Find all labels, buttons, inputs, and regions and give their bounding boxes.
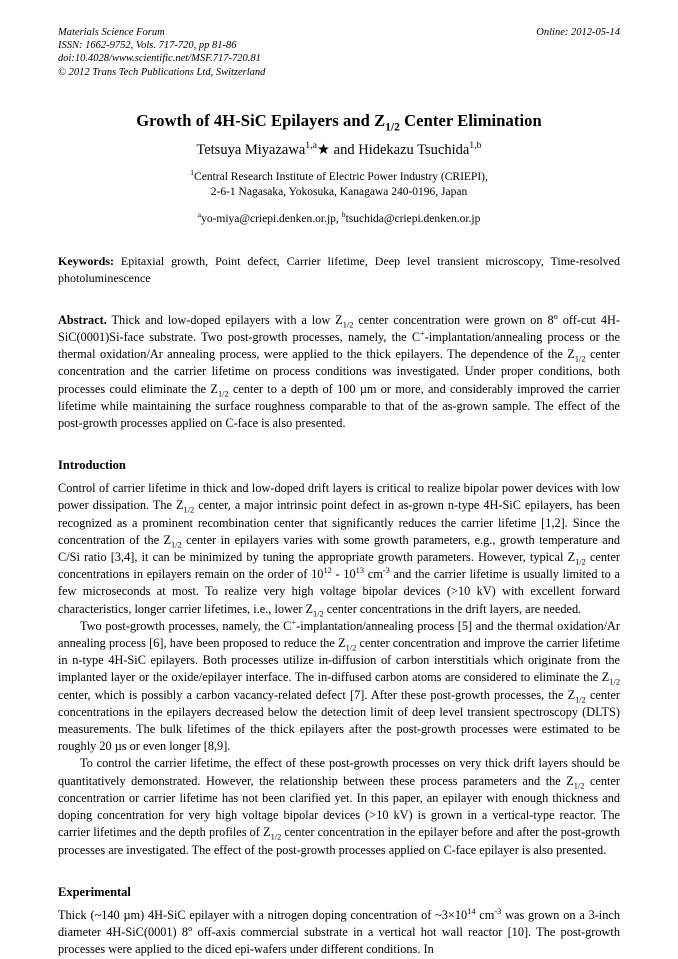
- exp-p1-b: cm: [475, 907, 495, 922]
- intro-paragraph-3: [58, 755, 620, 858]
- intro-p2-sub-2: 1/2: [609, 677, 620, 687]
- abstract-t5: center concentration and the carrier lifetime on process conditions was investigated. Under proper conditions, both processes could eliminate the Z: [58, 347, 620, 396]
- affiliation: [58, 167, 620, 200]
- page-title: [58, 110, 620, 134]
- author-2-marks: 1,b: [469, 139, 482, 151]
- intro-p2-plus: +: [291, 617, 297, 627]
- abstract-t2: center concentration were grown on 8: [353, 312, 554, 327]
- issn-line: ISSN: 1662-9752, Vols. 717-720, pp 81-86: [58, 40, 237, 52]
- intro-p1-sub-4: 1/2: [313, 609, 324, 619]
- author-1-name: Tetsuya Miyazawa: [196, 141, 306, 158]
- abstract-plus-1: +: [420, 328, 425, 338]
- abstract-sub-1: 1/2: [342, 320, 354, 330]
- author-list: [58, 139, 620, 159]
- intro-p1-e: - 10: [331, 567, 356, 582]
- intro-p2-b: -implantation/annealing process [5] and the thermal oxidation/Ar annealing process [6], have been proposed to reduce the Z: [58, 618, 620, 651]
- title-subscript: 1/2: [385, 121, 400, 134]
- author-1-marks: 1,a: [305, 139, 318, 151]
- intro-p3-sub-1: 1/2: [573, 781, 585, 791]
- affiliation-mark: 1: [190, 167, 195, 177]
- intro-p1-f: cm: [364, 567, 383, 582]
- email-b-mark: b: [341, 209, 346, 219]
- intro-p3-a: To control the carrier lifetime, the effect of these post-growth processes on very thick drift layers should be quantitatively demonstrated. However, the relationship between these process parameters and the Z: [58, 756, 620, 788]
- author-emails: [58, 209, 620, 225]
- corresponding-star: ★: [317, 141, 331, 158]
- abstract-t6: center to a depth of 100 µm or more, and considerably improved the carrier lifetime while maintaining the surface roughness comparable to that of the as-grown sample. The effect of the post-growth processes applied on C-face is also presented.: [58, 381, 620, 431]
- email-a-mark: a: [197, 209, 202, 219]
- intro-p2-d: center, which is possibly a carbon vacancy-related defect [7]. After these post-growth processes, the Z: [58, 687, 576, 702]
- abstract-deg-1: o: [553, 311, 558, 321]
- affiliation-line-1: Central Research Institute of Electric Power Industry (CRIEPI),: [194, 170, 488, 183]
- abstract-block: [58, 312, 620, 432]
- online-date: Online: 2012-05-14: [536, 27, 620, 38]
- author-2-name: Hidekazu Tsuchida: [358, 141, 470, 158]
- intro-p2-sub-3: 1/2: [575, 695, 586, 705]
- keywords-block: [58, 253, 620, 288]
- keywords-label: Keywords:: [58, 253, 114, 268]
- section-heading-experimental: Experimental: [58, 884, 131, 899]
- intro-p1-sub-2: 1/2: [171, 540, 182, 550]
- page-header: [58, 26, 620, 79]
- keywords-text: Epitaxial growth, Point defect, Carrier lifetime, Deep level transient microscopy, Time-resolved photoluminescence: [58, 253, 620, 286]
- intro-p2-c: center concentration and improve the carrier lifetime in n-type 4H-SiC epilayers. Both processes utilize in-diffusion of carbon interstitials which originate from the implanted layer or the oxide/epilayer interface. The in-diffused carbon atoms are considered to eliminate the Z: [58, 636, 620, 685]
- abstract-label: Abstract.: [58, 312, 107, 327]
- title-part-2: Center Elimination: [399, 110, 542, 130]
- intro-p2-sub-1: 1/2: [345, 643, 357, 653]
- intro-p1-exp-12: 12: [323, 566, 332, 576]
- intro-p1-exp-13: 13: [355, 566, 365, 576]
- header-left-block: [58, 26, 451, 79]
- intro-paragraph-1: [58, 480, 620, 618]
- intro-p1-sub-1: 1/2: [183, 505, 195, 515]
- intro-p1-d: center concentrations in epilayers remain on the order of 10: [58, 550, 620, 582]
- exp-p1-c: was grown on a 3-inch diameter 4H-SiC(0001) 8: [58, 907, 620, 939]
- experimental-paragraph-1: [58, 907, 620, 959]
- intro-p1-exp-m3: -3: [382, 566, 390, 576]
- section-heading-introduction: Introduction: [58, 458, 126, 473]
- intro-p3-b: center concentration or carrier lifetime has not been clarified yet. In this paper, an epilayer with enough thickness and doping concentration for very high voltage bipolar devices (>10 kV) is grown in a vertical-type reactor. The carrier lifetimes and the depth profiles of Z: [58, 773, 620, 840]
- intro-p1-g: and the carrier lifetime is usually limited to a few microseconds at most. To realize very high voltage bipolar devices (>10 kV) with excellent forward characteristics, longer carrier lifetimes, i.e., lower Z: [58, 567, 620, 616]
- abstract-t4: -implantation/annealing process or the thermal oxidation/Ar annealing process, were applied to the thick epilayers. The dependence of the Z: [58, 330, 620, 362]
- title-part-1: Growth of 4H-SiC Epilayers and Z: [136, 110, 386, 130]
- abstract-t3: off-cut 4H-SiC(0001)Si-face substrate. Two post-growth processes, namely, the C: [58, 312, 621, 345]
- intro-p1-b: center, a major intrinsic point defect in as-grown n-type 4H-SiC epilayers, has been recognized as a prominent recombination center that significantly reduces the carrier lifetime [1,2]. Since the concentration of the Z: [58, 498, 620, 547]
- journal-name: Materials Science Forum: [58, 27, 165, 38]
- intro-paragraph-2: [58, 618, 620, 756]
- abstract-sub-3: 1/2: [217, 389, 229, 399]
- doi-line: doi:10.4028/www.scientific.net/MSF.717-720.81: [58, 53, 261, 65]
- exp-p1-a: Thick (~140 µm) 4H-SiC epilayer with a nitrogen doping concentration of ~3×10: [58, 907, 468, 922]
- exp-p1-d: off-axis commercial substrate in a vertical hot wall reactor [10]. The post-growth processes were applied to the diced epi-wafers under different conditions. In: [58, 924, 620, 957]
- intro-p1-h: center concentrations in the drift layers, are needed.: [323, 601, 582, 616]
- email-a[interactable]: yo-miya@criepi.denken.or.jp,: [201, 212, 342, 225]
- exp-p1-exp-14: 14: [467, 906, 476, 916]
- intro-p1-c: center in epilayers varies with some growth parameters, e.g., growth temperature and C/Si ratio [3,4], it can be minimized by tuning the appropriate growth parameters. However, typical Z: [58, 532, 621, 565]
- intro-p1-sub-3: 1/2: [575, 557, 586, 567]
- affiliation-line-2: 2-6-1 Nagasaka, Yokosuka, Kanagawa 240-0196, Japan: [210, 185, 468, 198]
- exp-p1-exp-m3: -3: [494, 906, 502, 916]
- authors-conjunction: and: [330, 141, 359, 158]
- copyright-line: © 2012 Trans Tech Publications Ltd, Switzerland: [58, 66, 266, 78]
- intro-p3-sub-2: 1/2: [270, 832, 282, 842]
- intro-p2-e: center concentrations in the epilayers decreased below the detection limit of deep level transient spectroscopy (DLTS) measurements. The bulk lifetimes of the thick epilayers after the post-growth processes were estimated to be roughly 20 µs or even longer [8,9].: [58, 687, 620, 754]
- intro-p3-c: center concentration in the epilayer before and after the post-growth processes are investigated. The effect of the post-growth processes applied on C-face epilayer is also presented.: [58, 825, 620, 857]
- exp-p1-deg: o: [188, 923, 193, 933]
- abstract-t1: Thick and low-doped epilayers with a low Z: [106, 312, 343, 327]
- abstract-sub-2: 1/2: [574, 354, 586, 364]
- intro-p2-a: Two post-growth processes, namely, the C: [80, 618, 292, 633]
- intro-p1-a: Control of carrier lifetime in thick and low-doped drift layers is critical to realize bipolar power devices with low power dissipation. The Z: [58, 481, 620, 513]
- email-b[interactable]: tsuchida@criepi.denken.or.jp: [345, 212, 481, 225]
